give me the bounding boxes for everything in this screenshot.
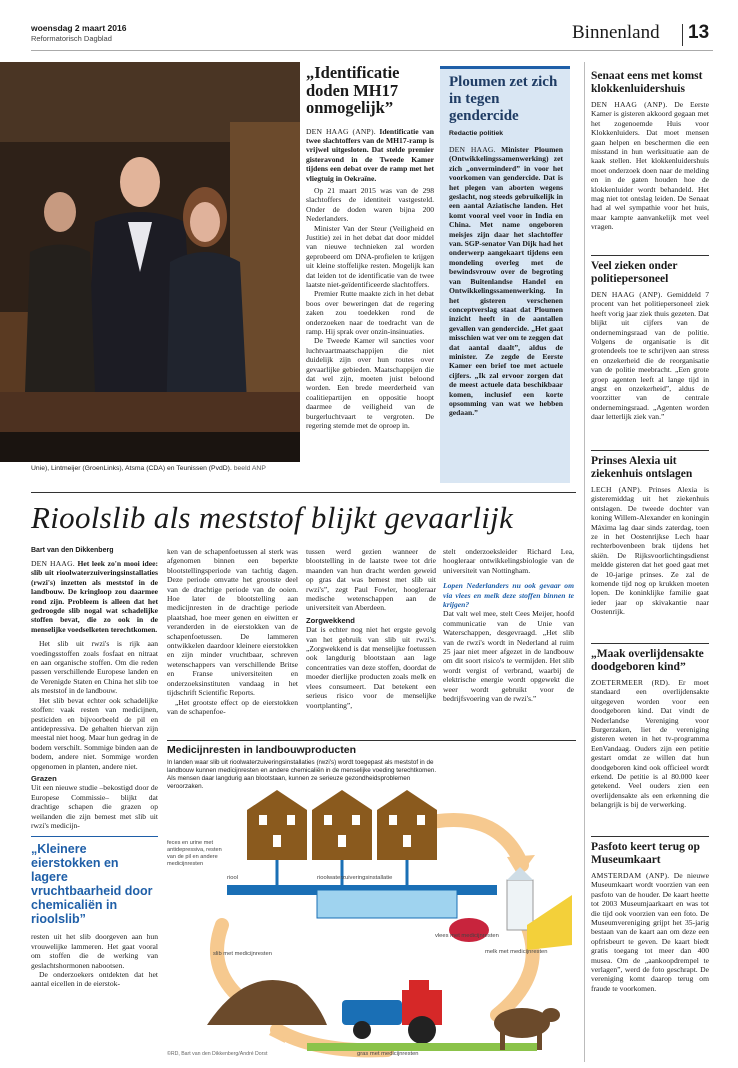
sidebar-museumkaart-title: Pasfoto keert terug op Museumkaart [591, 841, 700, 866]
label-gras: gras met medicijnresten [357, 1051, 419, 1057]
rioolslib-col4 [443, 547, 574, 704]
ploumen-article [440, 66, 570, 483]
infographic [167, 740, 577, 1062]
mh17-dateline: DEN HAAG (ANP). [306, 126, 376, 136]
rioolslib-c4-p1: stelt onderzoeksleider Richard Lea, hoogleraar ontwikkelingsbiologie van de universiteit van Nottingham. [443, 547, 574, 575]
sidebar-politie-title: Veel zieken onder politiepersoneel [591, 260, 678, 285]
sidebar-alexia-dateline: LECH (ANP). [591, 485, 642, 494]
rioolslib-byline: Bart van den Dikkenberg [31, 547, 114, 554]
sidebar-museumkaart-dateline: AMSTERDAM (ANP). [591, 871, 670, 880]
cheese-icon [527, 895, 572, 950]
photo-credit: beeld ANP [233, 465, 266, 472]
tractor-icon [342, 980, 442, 1044]
rioolslib-c4-question: Lopen Nederlanders nu ook gevaar om via vlees en melk deze stoffen binnen te krijgen? [443, 581, 574, 610]
ploumen-byline: Redactie politiek [449, 130, 504, 137]
infographic-title: Medicijnresten in landbouwproducten [167, 744, 357, 756]
sidebar-alexia-text: Prinses Alexia is gisteremiddag uit het ziekenhuis ontslagen. De tweede dochter van koning Willem-Alexander en koningin Máxima lag daar sinds zaterdag, toen ze in het Oostenrijkse Lech haar rechterbovenbeen brak tijdens het skiën. De Rijksvoorlichtingsdienst meldde gisteren dat het goed gaat met de 10-jarige prinses. Ze zal de komende tijd nog op krukken moeten lopen. De koninklijke familie gaat ieder jaar op skivakantie naar Oostenrijk. [591, 485, 709, 617]
page-number: 13 [688, 22, 710, 43]
sidebar-overlijdensakte-title: „Maak overlijdensakte doodgeboren kind” [591, 648, 704, 673]
sidebar-politie-dateline: DEN HAAG (ANP). [591, 290, 663, 299]
rioolslib-lead [31, 559, 158, 634]
sidebar-overlijdensakte-body [591, 678, 709, 810]
photo-caption [31, 465, 299, 472]
masthead-paper: Reformatorisch Dagblad [31, 34, 112, 43]
rioolslib-c1-p3: Uit een nieuwe studie –bekostigd door de Europese Commissie– blijkt dat drachtige schapen die grazen op weilanden die zijn bemest met slib uit rwzi's medicijn- [31, 783, 158, 830]
mh17-p2: Minister Van der Steur (Veiligheid en Justitie) zei in het debat dat door middel van nieuwe technieken zal worden geprobeerd om DNA-profielen te krijgen uit kleine stoffelijke resten. Mogelijk kan dat leiden tot de identificatie van de twee laatste niet-geïdentificeerde slachtoffers. [306, 223, 434, 289]
rioolslib-sub-zorg: Zorgwekkend [306, 615, 355, 625]
infographic-credit: ©RD, Bart van den Dikkenberg/André Dorst [167, 1051, 268, 1057]
mh17-headline: „Identificatie doden MH17 onmogelijk” [306, 63, 400, 117]
mh17-p1: Op 21 maart 2015 was van de 298 slachtoffers de identiteit vastgesteld. Onder de doden waren bijna 200 Nederlanders. [306, 185, 434, 224]
sidebar [591, 70, 709, 993]
rioolslib-c1-p2: Het slib bevat echter ook schadelijke stoffen: vaak resten van medicijnen, pesticiden en bijvoorbeeld de pil en antidepressiva. De gehalten hiervan zijn meestal niet hoog. Maar hun gedrag in de bodem verschilt. Sommige binden aan de bodem, andere niet. Sommige worden opgenomen in planten, andere niet. [31, 695, 158, 771]
rioolslib-col2 [167, 547, 298, 716]
rioolslib-headline: Rioolslib als meststof blijkt gevaarlijk [31, 500, 514, 535]
sidebar-museumkaart-body [591, 871, 709, 993]
mh17-p4: De Tweede Kamer wil sancties voor luchtvaartmaatschappijen die niet duidelijk zijn over hun routes over gevaarlijke gebieden. Maatschappijen die dat wel zijn, moeten juist beloond worden. Een brede meerderheid van coalitiepartijen en oppositie hoopt daarmee de veiligheid van de burgerluchtvaart te vergroten. De regering stemde met de oproep in. [306, 336, 434, 431]
label-slib: slib met medicijnresten [213, 951, 272, 957]
rioolslib-sub-grazen: Grazen [31, 773, 57, 783]
infographic-intro: In landen waar slib uit rioolwaterzuiveringsinstallaties (rwzi's) wordt toegepast als meststof in de landbouw kunnen medicijnresten en andere chemicaliën in de menselijke voeding terechtkomen. Als mensen daar langdurig aan blootstaan, kunnen ze serieuze gezondheidsproblemen veroorzaken. [167, 759, 437, 790]
infographic-drawing [167, 785, 577, 1065]
mh17-lead-text: Identificatie van twee slachtoffers van de MH17-ramp is vrijwel uitgesloten. Dat stelde premier gisteravond in de Tweede Kamer tijdens een debat over de ramp met het vliegtuig in Oekraïne. [306, 126, 434, 183]
rwzi-tank [317, 890, 457, 918]
sidebar-senaat-dateline: DEN HAAG (ANP). [591, 100, 668, 109]
sidebar-item-alexia [591, 450, 709, 643]
photo-image [0, 62, 300, 462]
mh17-lead [306, 127, 434, 183]
masthead-date: woensdag 2 maart 2016 [31, 23, 127, 33]
sidebar-divider [584, 62, 585, 1062]
rioolslib-col1 [31, 547, 158, 989]
rioolslib-col3 [306, 547, 436, 710]
sidebar-senaat-title: Senaat eens met komst klokkenluidershuis [591, 70, 703, 95]
sidebar-item-overlijdensakte [591, 643, 709, 836]
photo [0, 62, 300, 462]
masthead-divider [682, 24, 683, 46]
sidebar-politie-text: Gemiddeld 7 procent van het politiepersoneel ziek heeft vorig jaar ziek thuis gezeten. Dat blijkt uit cijfers van de ondernemingsraad van de politie. Volgens de organisatie is dit grotendeels toe te schrijven aan stress en onzekerheid die de reorganisatie van de politie meebracht. „Een grote groep agenten leeft al lange tijd in angst en onzekerheid”, aldus de voorzitter van de centrale ondernemingsraad. „Agenten worden daar letterlijk ziek van.” [591, 290, 709, 422]
section-title: Binnenland [572, 22, 660, 43]
sidebar-item-senaat [591, 70, 709, 255]
mh17-article [306, 64, 434, 431]
sidebar-senaat-text: De Eerste Kamer is gisteren akkoord gegaan met het zogenoemde Huis voor Klokkenluiders. Dat moet mensen gaan helpen en beschermen die een misstand in hun werksituatie aan de kaak stellen. Het klokkenluidershuis moet onderzoek doen naar de melding en in de gaten houden hoe de klokkenluider wordt behandeld. Het mag niet tot ontslag leiden. De Senaat had al wel sympathie voor het huis, maar kampte aanvankelijk met veel vragen. [591, 100, 709, 232]
rioolslib-c4-p2: Dat valt wel mee, stelt Cees Meijer, hoofd communicatie van de Unie van Waterschappen, desgevraagd. „Het slib van de rwzi's wordt in Nederland al ruim 25 jaar niet meer afgezet in de landbouw om dit soort risico's te vermijden. Het slib wordt vergist of verbrand, waarbij de elektrische energie wordt opgewekt die weer wordt gebruikt voor de bedrijfsvoering van de rwzi's.” [443, 609, 574, 704]
rioolslib-dateline: DEN HAAG. [31, 559, 75, 568]
sidebar-overlijdensakte-dateline: ZOETERMEER (RD). [591, 678, 671, 687]
rioolslib-c1-p5: De onderzoekers ontdekten dat het aantal eicellen in de eierstok- [31, 970, 158, 989]
rioolslib-quote: „Kleinere eierstokken en lagere vruchtbaarheid door chemicaliën in rioolslib” [31, 836, 158, 926]
label-melk: melk met medicijnresten [485, 949, 548, 955]
rioolslib-c3-p1: tussen werd gezien wanneer de blootstelling in de laatste twee tot drie maanden van hun dracht werden geweid op gras dat was bemest met slib uit rwzi's”, zegt Paul Fowler, hoogleraar medische wetenschappen aan de universiteit van Aberdeen. [306, 547, 436, 613]
label-feces: feces en urine met antidepressiva, resten van de pil en andere medicijnresten [167, 840, 222, 867]
ploumen-dateline: DEN HAAG. [449, 145, 496, 154]
rioolslib-lead-text: Het leek zo'n mooi idee: slib uit rioolwaterzuiveringsinstallaties (rwzi's) inzetten als meststof in de landbouw. De kringloop zou daarmee rond zijn. Probleem is alleen dat het gedroogde slib nogal wat schadelijke stoffen bevat, die zo ook in de menselijke voedselketen terechtkomen. [31, 559, 159, 634]
house-icon [247, 790, 437, 860]
label-riool: riool [227, 875, 238, 881]
mh17-p3: Premier Rutte maakte zich in het debat boos over beweringen dat de regering zaken zou toedekken rond de onderzoeken naar de toedracht van de ramp. Hij sprak over onzin-insinuaties. [306, 289, 434, 337]
label-vlees: vlees met medicijnresten [435, 933, 499, 939]
sidebar-politie-body [591, 290, 709, 422]
masthead-rule [31, 50, 713, 51]
rioolslib-c1-p1: Het slib uit rwzi's is rijk aan voedingsstoffen zoals fosfaat en nitraat en aan organische stoffen. Om die reden passen verschillende Europese landen en de Verenigde Staten en China het slib toe als meststof in de landbouw. [31, 639, 158, 696]
sidebar-item-museumkaart [591, 836, 709, 993]
rioolslib-c2-p2: „Het grootste effect op de eierstokken van de schapenfoe- [167, 697, 298, 716]
label-rwzi: rioolwaterzuiveringsinstallatie [317, 875, 393, 881]
ploumen-headline: Ploumen zet zich in tegen gendercide [449, 74, 558, 124]
rioolslib-c2-p1: ken van de schapenfoetussen al sterk was afgenomen binnen een beperkte blootstellingsperiode van tachtig dagen. Deze periode omvatte het grootste deel van de drachtige periode van de ooien. Hoe later de blootstelling aan medicijnresten in de drachtige periode plaatshad, hoe meer genen en eiwitten er veranderden in de eierstokken van de schapenfoetussen. De lammeren ontwikkelen daardoor kleinere eierstokken en zijn minder vruchtbaar, schreven wetenschappers van verschillende Britse en Franse universiteiten en onderzoeksinstituten vandaag in het tijdschrift Scientific Reports. [167, 547, 298, 698]
sidebar-alexia-title: Prinses Alexia uit ziekenhuis ontslagen [591, 455, 693, 480]
infographic-top-rule [167, 740, 576, 741]
ploumen-body-text: Minister Ploumen (Ontwikkelingssamenwerking) zet zich „onverminderd” in voor het voorkomen van gendercide. Dat is het plegen van aborten wegens geslacht, nog steeds gebruikelijk in een aantal Aziatische landen. Het komt vooral veel voor in India en China. Met name ongeboren meisjes zijn daar het slachtoffer van. SGP-senator Van Dijk had het onderwerp aangekaart tijdens een mondeling overleg met de bewindsvrouw over de begroting van Buitenlandse Handel en Ontwikkelingssamenwerking. In het gisteren verschenen conceptverslag staat dat Ploumen inzicht heeft in de aantallen gevallen van gendercide. „Het gaat misschien wat ver om te zeggen dat dat aantal daalt”, aldus de minister. Ze zegde de Eerste Kamer een brief toe met actuele cijfers. „Ik zal ervoor zorgen dat de meest actuele data beschikbaar komen, inclusief een korte opsomming van wat we hebben gedaan.” [449, 145, 563, 418]
sidebar-overlijdensakte-text: Er moet standaard een overlijdensakte uitgegeven worden voor een doodgeboren kind. Dat vindt de Nederlandse Vereniging voor Burgerzaken, liet de vereniging gisteren weten in het tv-programma EenVandaag. Ouders zijn een petitie gestart omdat ze willen dat hun doodgeboren kind ook officieel wordt erkend. De petitie is al 80.000 keer getekend. Veel ouders zien een overlijdensakte als een erkenning die belangrijk is bij de verwerking. [591, 678, 709, 810]
sidebar-alexia-body [591, 485, 709, 617]
milk-carton-icon [507, 880, 533, 930]
rioolslib-c1-p4: resten uit het slib doorgeven aan hun vrouwelijke lammeren. Het gaat vooral om stoffen die de werking van geslachtshormonen nabootsen. [31, 932, 158, 970]
sidebar-item-politie [591, 255, 709, 450]
sidebar-senaat-body [591, 100, 709, 232]
photo-caption-text: Unie), Lintmeijer (GroenLinks), Atsma (CDA) en Teunissen (PvdD). [31, 465, 232, 472]
rioolslib-c3-p2: Dat is echter nog niet het ergste gevolg van het gebruik van slib uit rwzi's. „Zorgwekkend is dat menselijke foetussen ook langdurig blootstaan aan lage concentraties van deze stoffen, doordat de moeder dierlijke producten zoals melk en vlees consumeert. Dat betekent een serieus risico voor de menselijke voortplanting”, [306, 625, 436, 710]
sidebar-museumkaart-text: De nieuwe Museumkaart wordt voorzien van een pasfoto van de houder. De kaart heette tot 2003 Museumjaarkaart en was tot die tijd ook voorzien van een foto. De Museumvereniging grijpt het 35-jarig bestaan van de kaart aan om deze een opfrisbeurt te geven. De kaart biedt gratis toegang tot meer dan 400 musea. Om de „aankoopdrempel te verlagen”, werd de foto geschrapt. De vereniging komt daarop terug om fraude te voorkomen. [591, 871, 709, 993]
ploumen-body [449, 145, 563, 418]
rioolslib-top-rule [31, 492, 576, 493]
